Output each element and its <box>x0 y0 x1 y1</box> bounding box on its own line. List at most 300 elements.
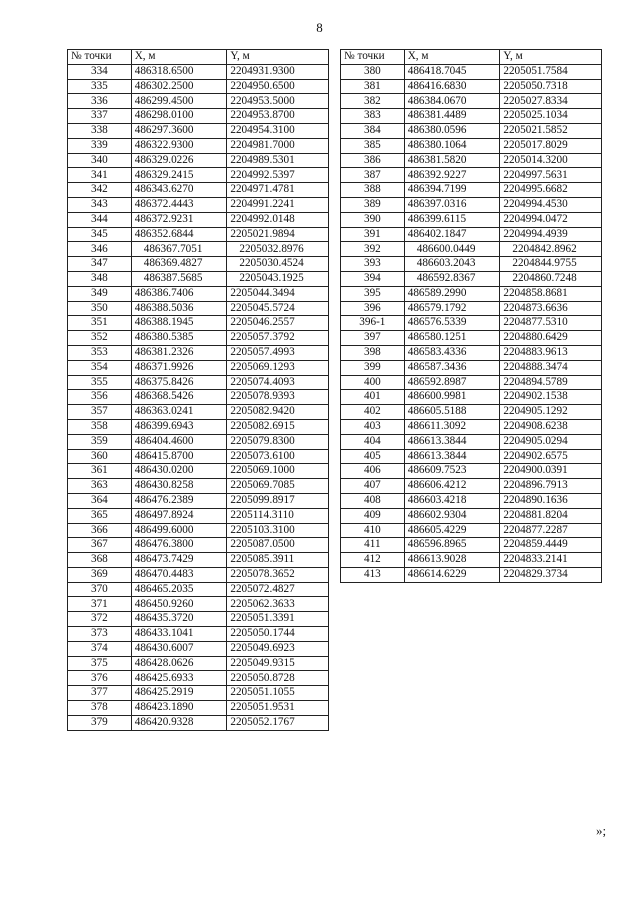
x-coordinate-cell: 486425.2919 <box>131 686 227 701</box>
point-number-cell: 376 <box>68 671 132 686</box>
x-coordinate-cell: 486352.6844 <box>131 227 227 242</box>
point-number-cell: 364 <box>68 493 132 508</box>
table-row <box>68 390 329 405</box>
table-row <box>341 271 602 286</box>
point-number-cell: 409 <box>341 508 405 523</box>
x-coordinate-cell: 486583.4336 <box>404 345 500 360</box>
x-coordinate-cell: 486587.3436 <box>404 360 500 375</box>
x-coordinate-cell: 486576.5339 <box>404 316 500 331</box>
y-coordinate-cell: 2205030.4524 <box>227 257 329 272</box>
x-coordinate-cell: 486372.9231 <box>131 212 227 227</box>
point-number-cell: 408 <box>341 493 405 508</box>
table-row <box>341 197 602 212</box>
y-coordinate-cell: 2205046.2557 <box>227 316 329 331</box>
table-row <box>68 271 329 286</box>
y-coordinate-cell: 2205087.0500 <box>227 538 329 553</box>
x-coordinate-cell: 486497.8924 <box>131 508 227 523</box>
point-number-cell: 345 <box>68 227 132 242</box>
y-coordinate-cell: 2205074.4093 <box>227 375 329 390</box>
point-number-cell: 391 <box>341 227 405 242</box>
y-coordinate-cell: 2205069.1000 <box>227 464 329 479</box>
y-coordinate-cell: 2204842.8962 <box>500 242 602 257</box>
x-coordinate-cell: 486297.3600 <box>131 123 227 138</box>
x-coordinate-cell: 486473.7429 <box>131 553 227 568</box>
point-number-cell: 379 <box>68 715 132 730</box>
x-coordinate-cell: 486384.0670 <box>404 94 500 109</box>
y-coordinate-cell: 2205103.3100 <box>227 523 329 538</box>
table-row <box>68 479 329 494</box>
y-coordinate-cell: 2204950.6500 <box>227 79 329 94</box>
point-number-cell: 340 <box>68 153 132 168</box>
table-row <box>341 508 602 523</box>
y-coordinate-cell: 2205052.1767 <box>227 715 329 730</box>
table-row <box>341 553 602 568</box>
x-coordinate-cell: 486381.4489 <box>404 109 500 124</box>
table-row <box>341 538 602 553</box>
y-coordinate-cell: 2204894.5789 <box>500 375 602 390</box>
table-row <box>68 434 329 449</box>
x-coordinate-cell: 486318.6500 <box>131 64 227 79</box>
x-coordinate-cell: 486613.9028 <box>404 553 500 568</box>
x-coordinate-cell: 486465.2035 <box>131 582 227 597</box>
point-number-cell: 336 <box>68 94 132 109</box>
y-coordinate-cell: 2204981.7000 <box>227 138 329 153</box>
y-coordinate-cell: 2205032.8976 <box>227 242 329 257</box>
table-row <box>68 257 329 272</box>
table-row <box>68 197 329 212</box>
x-coordinate-cell: 486381.5820 <box>404 153 500 168</box>
y-coordinate-cell: 2205050.7318 <box>500 79 602 94</box>
table-row <box>341 242 602 257</box>
table-row <box>341 434 602 449</box>
table-row <box>68 79 329 94</box>
y-coordinate-cell: 2205049.6923 <box>227 641 329 656</box>
table-row <box>68 582 329 597</box>
x-coordinate-cell: 486589.2990 <box>404 286 500 301</box>
point-number-cell: 354 <box>68 360 132 375</box>
table-row <box>68 464 329 479</box>
x-coordinate-cell: 486470.4483 <box>131 567 227 582</box>
y-coordinate-cell: 2204992.5397 <box>227 168 329 183</box>
x-coordinate-cell: 486476.3800 <box>131 538 227 553</box>
point-number-cell: 337 <box>68 109 132 124</box>
table-row <box>68 405 329 420</box>
point-number-cell: 405 <box>341 449 405 464</box>
table-row <box>68 686 329 701</box>
y-coordinate-cell: 2204905.1292 <box>500 405 602 420</box>
table-row <box>68 242 329 257</box>
point-number-cell: 372 <box>68 612 132 627</box>
y-coordinate-cell: 2204877.2287 <box>500 523 602 538</box>
y-coordinate-cell: 2204994.4939 <box>500 227 602 242</box>
y-coordinate-cell: 2204989.5301 <box>227 153 329 168</box>
table-row <box>341 464 602 479</box>
x-coordinate-cell: 486425.6933 <box>131 671 227 686</box>
y-coordinate-cell: 2204953.8700 <box>227 109 329 124</box>
point-number-cell: 366 <box>68 523 132 538</box>
y-coordinate-cell: 2204971.4781 <box>227 183 329 198</box>
point-number-cell: 363 <box>68 479 132 494</box>
x-coordinate-cell: 486420.9328 <box>131 715 227 730</box>
y-coordinate-cell: 2204888.3474 <box>500 360 602 375</box>
y-coordinate-cell: 2205085.3911 <box>227 553 329 568</box>
y-coordinate-cell: 2205082.6915 <box>227 419 329 434</box>
point-number-cell: 350 <box>68 301 132 316</box>
x-coordinate-cell: 486603.4218 <box>404 493 500 508</box>
y-coordinate-cell: 2205099.8917 <box>227 493 329 508</box>
table-row <box>341 227 602 242</box>
point-number-cell: 380 <box>341 64 405 79</box>
table-row <box>341 183 602 198</box>
x-coordinate-cell: 486399.6943 <box>131 419 227 434</box>
y-coordinate-cell: 2204858.8681 <box>500 286 602 301</box>
header-x: X, м <box>404 50 500 65</box>
x-coordinate-cell: 486428.0626 <box>131 656 227 671</box>
x-coordinate-cell: 486415.8700 <box>131 449 227 464</box>
point-number-cell: 347 <box>68 257 132 272</box>
y-coordinate-cell: 2204992.0148 <box>227 212 329 227</box>
point-number-cell: 407 <box>341 479 405 494</box>
y-coordinate-cell: 2204994.0472 <box>500 212 602 227</box>
y-coordinate-cell: 2205069.7085 <box>227 479 329 494</box>
x-coordinate-cell: 486299.4500 <box>131 94 227 109</box>
table-row <box>68 553 329 568</box>
table-header-row <box>68 50 329 65</box>
table-row <box>68 493 329 508</box>
table-row <box>341 138 602 153</box>
point-number-cell: 389 <box>341 197 405 212</box>
table-row <box>68 375 329 390</box>
y-coordinate-cell: 2205051.3391 <box>227 612 329 627</box>
table-row <box>341 449 602 464</box>
x-coordinate-cell: 486609.7523 <box>404 464 500 479</box>
point-number-cell: 412 <box>341 553 405 568</box>
x-coordinate-cell: 486605.5188 <box>404 405 500 420</box>
x-coordinate-cell: 486302.2500 <box>131 79 227 94</box>
table-row <box>68 94 329 109</box>
table-row <box>68 360 329 375</box>
point-number-cell: 401 <box>341 390 405 405</box>
x-coordinate-cell: 486430.6007 <box>131 641 227 656</box>
point-number-cell: 355 <box>68 375 132 390</box>
x-coordinate-cell: 486392.9227 <box>404 168 500 183</box>
coordinates-table-left <box>67 49 329 731</box>
point-number-cell: 356 <box>68 390 132 405</box>
table-row <box>341 316 602 331</box>
y-coordinate-cell: 2205017.8029 <box>500 138 602 153</box>
y-coordinate-cell: 2204896.7913 <box>500 479 602 494</box>
x-coordinate-cell: 486368.5426 <box>131 390 227 405</box>
y-coordinate-cell: 2204954.3100 <box>227 123 329 138</box>
x-coordinate-cell: 486329.0226 <box>131 153 227 168</box>
table-row <box>341 109 602 124</box>
x-coordinate-cell: 486404.4600 <box>131 434 227 449</box>
x-coordinate-cell: 486606.4212 <box>404 479 500 494</box>
table-row <box>341 360 602 375</box>
x-coordinate-cell: 486329.2415 <box>131 168 227 183</box>
point-number-cell: 382 <box>341 94 405 109</box>
table-row <box>68 153 329 168</box>
point-number-cell: 367 <box>68 538 132 553</box>
y-coordinate-cell: 2205014.3200 <box>500 153 602 168</box>
x-coordinate-cell: 486580.1251 <box>404 331 500 346</box>
x-coordinate-cell: 486430.0200 <box>131 464 227 479</box>
table-row <box>68 183 329 198</box>
point-number-cell: 338 <box>68 123 132 138</box>
y-coordinate-cell: 2205045.5724 <box>227 301 329 316</box>
x-coordinate-cell: 486298.0100 <box>131 109 227 124</box>
y-coordinate-cell: 2204991.2241 <box>227 197 329 212</box>
point-number-cell: 388 <box>341 183 405 198</box>
x-coordinate-cell: 486387.5685 <box>131 271 227 286</box>
point-number-cell: 352 <box>68 331 132 346</box>
x-coordinate-cell: 486372.4443 <box>131 197 227 212</box>
table-row <box>341 79 602 94</box>
x-coordinate-cell: 486603.2043 <box>404 257 500 272</box>
point-number-cell: 400 <box>341 375 405 390</box>
point-number-cell: 360 <box>68 449 132 464</box>
y-coordinate-cell: 2204900.0391 <box>500 464 602 479</box>
y-coordinate-cell: 2205072.4827 <box>227 582 329 597</box>
table-row <box>341 301 602 316</box>
y-coordinate-cell: 2204994.4530 <box>500 197 602 212</box>
x-coordinate-cell: 486592.8987 <box>404 375 500 390</box>
x-coordinate-cell: 486592.8367 <box>404 271 500 286</box>
point-number-cell: 384 <box>341 123 405 138</box>
point-number-cell: 390 <box>341 212 405 227</box>
table-row <box>341 479 602 494</box>
table-row <box>341 523 602 538</box>
point-number-cell: 335 <box>68 79 132 94</box>
point-number-cell: 386 <box>341 153 405 168</box>
x-coordinate-cell: 486430.8258 <box>131 479 227 494</box>
x-coordinate-cell: 486380.1064 <box>404 138 500 153</box>
x-coordinate-cell: 486416.6830 <box>404 79 500 94</box>
y-coordinate-cell: 2204829.3734 <box>500 567 602 582</box>
point-number-cell: 383 <box>341 109 405 124</box>
x-coordinate-cell: 486367.7051 <box>131 242 227 257</box>
x-coordinate-cell: 486322.9300 <box>131 138 227 153</box>
y-coordinate-cell: 2204859.4449 <box>500 538 602 553</box>
table-row <box>68 523 329 538</box>
point-number-cell: 371 <box>68 597 132 612</box>
y-coordinate-cell: 2204902.6575 <box>500 449 602 464</box>
y-coordinate-cell: 2204995.6682 <box>500 183 602 198</box>
x-coordinate-cell: 486388.5036 <box>131 301 227 316</box>
x-coordinate-cell: 486375.8426 <box>131 375 227 390</box>
header-point-number: № точки <box>68 50 132 65</box>
y-coordinate-cell: 2204902.1538 <box>500 390 602 405</box>
point-number-cell: 403 <box>341 419 405 434</box>
y-coordinate-cell: 2205069.1293 <box>227 360 329 375</box>
y-coordinate-cell: 2205051.1055 <box>227 686 329 701</box>
x-coordinate-cell: 486386.7406 <box>131 286 227 301</box>
point-number-cell: 358 <box>68 419 132 434</box>
table-row <box>341 94 602 109</box>
table-row <box>68 227 329 242</box>
point-number-cell: 378 <box>68 701 132 716</box>
y-coordinate-cell: 2205051.9531 <box>227 701 329 716</box>
x-coordinate-cell: 486380.5385 <box>131 331 227 346</box>
point-number-cell: 377 <box>68 686 132 701</box>
table-row <box>68 64 329 79</box>
x-coordinate-cell: 486499.6000 <box>131 523 227 538</box>
point-number-cell: 365 <box>68 508 132 523</box>
point-number-cell: 343 <box>68 197 132 212</box>
y-coordinate-cell: 2204908.6238 <box>500 419 602 434</box>
table-row <box>68 612 329 627</box>
x-coordinate-cell: 486613.3844 <box>404 434 500 449</box>
table-header-row <box>341 50 602 65</box>
table-row <box>341 64 602 79</box>
table-row <box>341 375 602 390</box>
point-number-cell: 406 <box>341 464 405 479</box>
x-coordinate-cell: 486600.9981 <box>404 390 500 405</box>
point-number-cell: 381 <box>341 79 405 94</box>
x-coordinate-cell: 486423.1890 <box>131 701 227 716</box>
x-coordinate-cell: 486614.6229 <box>404 567 500 582</box>
table-row <box>68 715 329 730</box>
point-number-cell: 334 <box>68 64 132 79</box>
x-coordinate-cell: 486380.0596 <box>404 123 500 138</box>
y-coordinate-cell: 2205114.3110 <box>227 508 329 523</box>
table-row <box>341 390 602 405</box>
table-row <box>68 508 329 523</box>
table-row <box>68 168 329 183</box>
point-number-cell: 411 <box>341 538 405 553</box>
y-coordinate-cell: 2205078.3652 <box>227 567 329 582</box>
point-number-cell: 353 <box>68 345 132 360</box>
x-coordinate-cell: 486435.3720 <box>131 612 227 627</box>
point-number-cell: 398 <box>341 345 405 360</box>
point-number-cell: 385 <box>341 138 405 153</box>
table-row <box>341 331 602 346</box>
y-coordinate-cell: 2204953.5000 <box>227 94 329 109</box>
y-coordinate-cell: 2205021.9894 <box>227 227 329 242</box>
x-coordinate-cell: 486402.1847 <box>404 227 500 242</box>
point-number-cell: 399 <box>341 360 405 375</box>
table-row <box>68 109 329 124</box>
x-coordinate-cell: 486369.4827 <box>131 257 227 272</box>
point-number-cell: 369 <box>68 567 132 582</box>
y-coordinate-cell: 2205079.8300 <box>227 434 329 449</box>
y-coordinate-cell: 2204931.9300 <box>227 64 329 79</box>
y-coordinate-cell: 2205051.7584 <box>500 64 602 79</box>
point-number-cell: 349 <box>68 286 132 301</box>
point-number-cell: 392 <box>341 242 405 257</box>
x-coordinate-cell: 486394.7199 <box>404 183 500 198</box>
x-coordinate-cell: 486399.6115 <box>404 212 500 227</box>
table-row <box>68 419 329 434</box>
table-row <box>68 123 329 138</box>
table-row <box>68 641 329 656</box>
x-coordinate-cell: 486613.3844 <box>404 449 500 464</box>
point-number-cell: 395 <box>341 286 405 301</box>
point-number-cell: 359 <box>68 434 132 449</box>
y-coordinate-cell: 2204997.5631 <box>500 168 602 183</box>
y-coordinate-cell: 2204844.9755 <box>500 257 602 272</box>
point-number-cell: 339 <box>68 138 132 153</box>
point-number-cell: 374 <box>68 641 132 656</box>
x-coordinate-cell: 486363.0241 <box>131 405 227 420</box>
point-number-cell: 346 <box>68 242 132 257</box>
point-number-cell: 342 <box>68 183 132 198</box>
table-row <box>68 671 329 686</box>
y-coordinate-cell: 2205057.4993 <box>227 345 329 360</box>
table-row <box>68 316 329 331</box>
x-coordinate-cell: 486602.9304 <box>404 508 500 523</box>
table-row <box>341 123 602 138</box>
x-coordinate-cell: 486433.1041 <box>131 627 227 642</box>
point-number-cell: 394 <box>341 271 405 286</box>
y-coordinate-cell: 2204860.7248 <box>500 271 602 286</box>
table-row <box>68 345 329 360</box>
x-coordinate-cell: 486418.7045 <box>404 64 500 79</box>
point-number-cell: 373 <box>68 627 132 642</box>
y-coordinate-cell: 2205050.8728 <box>227 671 329 686</box>
x-coordinate-cell: 486596.8965 <box>404 538 500 553</box>
table-row <box>68 138 329 153</box>
point-number-cell: 361 <box>68 464 132 479</box>
x-coordinate-cell: 486476.2389 <box>131 493 227 508</box>
page-number: 8 <box>316 20 323 35</box>
x-coordinate-cell: 486388.1945 <box>131 316 227 331</box>
y-coordinate-cell: 2204881.8204 <box>500 508 602 523</box>
point-number-cell: 396-1 <box>341 316 405 331</box>
y-coordinate-cell: 2205043.1925 <box>227 271 329 286</box>
point-number-cell: 397 <box>341 331 405 346</box>
x-coordinate-cell: 486605.4229 <box>404 523 500 538</box>
point-number-cell: 348 <box>68 271 132 286</box>
point-number-cell: 370 <box>68 582 132 597</box>
y-coordinate-cell: 2205021.5852 <box>500 123 602 138</box>
table-row <box>341 405 602 420</box>
table-row <box>68 597 329 612</box>
y-coordinate-cell: 2205025.1034 <box>500 109 602 124</box>
table-row <box>341 212 602 227</box>
x-coordinate-cell: 486381.2326 <box>131 345 227 360</box>
x-coordinate-cell: 486600.0449 <box>404 242 500 257</box>
point-number-cell: 413 <box>341 567 405 582</box>
table-row <box>68 627 329 642</box>
y-coordinate-cell: 2205050.1744 <box>227 627 329 642</box>
x-coordinate-cell: 486450.9260 <box>131 597 227 612</box>
point-number-cell: 368 <box>68 553 132 568</box>
table-row <box>68 301 329 316</box>
y-coordinate-cell: 2205044.3494 <box>227 286 329 301</box>
y-coordinate-cell: 2205062.3633 <box>227 597 329 612</box>
y-coordinate-cell: 2205073.6100 <box>227 449 329 464</box>
point-number-cell: 344 <box>68 212 132 227</box>
y-coordinate-cell: 2204880.6429 <box>500 331 602 346</box>
table-row <box>68 538 329 553</box>
point-number-cell: 404 <box>341 434 405 449</box>
table-row <box>68 656 329 671</box>
y-coordinate-cell: 2205049.9315 <box>227 656 329 671</box>
header-x: X, м <box>131 50 227 65</box>
x-coordinate-cell: 486397.0316 <box>404 197 500 212</box>
y-coordinate-cell: 2205078.9393 <box>227 390 329 405</box>
point-number-cell: 375 <box>68 656 132 671</box>
table-row <box>341 419 602 434</box>
y-coordinate-cell: 2204883.9613 <box>500 345 602 360</box>
table-row <box>68 701 329 716</box>
y-coordinate-cell: 2204905.0294 <box>500 434 602 449</box>
table-row <box>68 286 329 301</box>
table-row <box>68 567 329 582</box>
coordinates-table-right <box>340 49 602 583</box>
table-row <box>68 449 329 464</box>
